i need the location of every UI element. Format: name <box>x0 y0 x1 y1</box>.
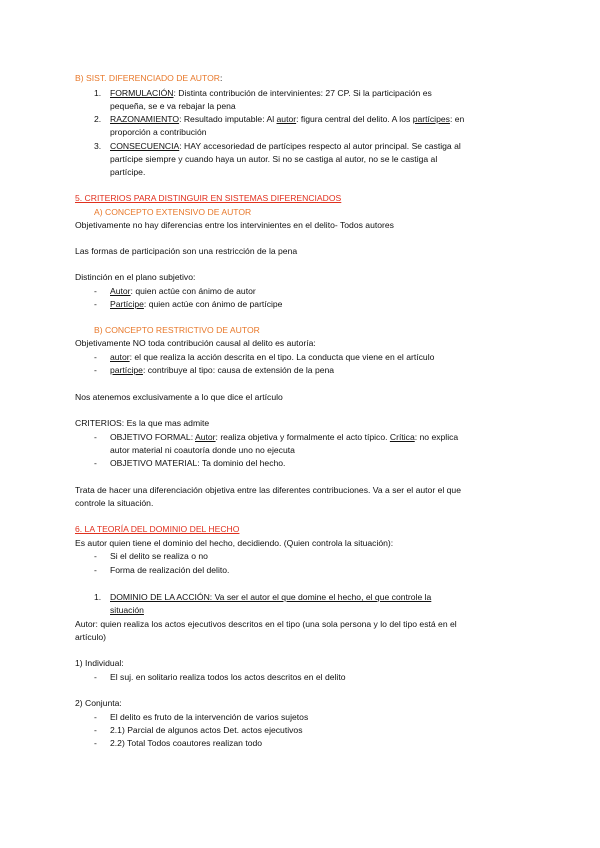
bullet-item: OBJETIVO MATERIAL: Ta dominio del hecho. <box>110 458 286 468</box>
term-label: FORMULACIÓN <box>110 88 174 98</box>
bullet-item <box>110 365 334 376</box>
bullet-dash: - <box>94 672 97 682</box>
bullet-text: : el que realiza la acción descrita en el tipo. La conducta que viene en el artículo <box>129 352 435 362</box>
bullet-dash: - <box>94 365 97 375</box>
list-number: 1. <box>94 88 102 98</box>
list-item-consecuencia <box>110 141 461 152</box>
paragraph: CRITERIOS: Es la que mas admite <box>75 418 210 428</box>
bullet-item: 2.1) Parcial de algunos actos Det. actos ejecutivos <box>110 725 303 735</box>
underlined-term: Crítica <box>389 432 415 442</box>
numbered-heading: DOMINIO DE LA ACCIÓN: Va ser el autor el que domine el hecho, el que controle la <box>110 592 432 602</box>
bullet-item: El delito es fruto de la intervención de varios sujetos <box>110 712 309 722</box>
bullet-dash: - <box>94 738 97 748</box>
paragraph: Trata de hacer una diferenciación objetiva entre las diferentes contribuciones. Va a ser el autor el que <box>75 485 461 495</box>
bullet-dash: - <box>94 565 97 575</box>
bullet-text: : quien actúe con ánimo de partícipe <box>143 299 283 309</box>
paragraph: Objetivamente NO toda contribución causal al delito es autoría: <box>75 338 316 348</box>
subsection-a-title: A) CONCEPTO EXTENSIVO DE AUTOR <box>94 207 252 217</box>
term-label: CONSECUENCIA <box>110 141 180 151</box>
list-item-formulacion <box>110 88 432 99</box>
paragraph: Las formas de participación son una restricción de la pena <box>75 246 298 256</box>
bullet-item: 2.2) Total Todos coautores realizan todo <box>110 738 263 748</box>
bullet-text: : no explica <box>414 432 459 442</box>
paragraph: artículo) <box>75 632 107 642</box>
bullet-dash: - <box>94 286 97 296</box>
underlined-term: partícipe <box>110 365 143 375</box>
list-item-text: pequeña, se e va rebajar la pena <box>110 101 236 111</box>
term-label: RAZONAMIENTO <box>110 114 180 124</box>
paragraph: 1) Individual: <box>75 658 124 668</box>
section-b-heading <box>75 73 222 84</box>
bullet-dash: - <box>94 299 97 309</box>
section-5-title: 5. CRITERIOS PARA DISTINGUIR EN SISTEMAS DIFERENCIADOS <box>75 193 342 203</box>
section-6-title: 6. LA TEORÍA DEL DOMINIO DEL HECHO <box>75 524 240 534</box>
paragraph: Nos atenemos exclusivamente a lo que dice el artículo <box>75 392 283 402</box>
list-number: 2. <box>94 114 102 124</box>
bullet-item: Si el delito se realiza o no <box>110 551 208 561</box>
bullet-dash: - <box>94 725 97 735</box>
underlined-term: autor <box>276 114 297 124</box>
underlined-term: Autor <box>110 286 131 296</box>
list-item-razonamiento <box>110 114 464 125</box>
bullet-text: autor material ni coautoría donde uno no ejecuta <box>110 445 295 455</box>
section-b-title: B) SIST. DIFERENCIADO DE AUTOR <box>75 73 221 83</box>
underlined-term: Autor <box>195 432 216 442</box>
list-item-text: partícipe. <box>110 167 146 177</box>
list-item-text: : HAY accesoriedad de partícipes respecto al autor principal. Se castiga al <box>179 141 461 151</box>
bullet-item: Forma de realización del delito. <box>110 565 230 575</box>
bullet-item <box>110 286 256 297</box>
list-item-text: partícipe siempre y cuando haya un autor. Si no se castiga al autor, no se le castiga al <box>110 154 438 164</box>
bullet-dash: - <box>94 432 97 442</box>
bullet-text: OBJETIVO FORMAL: <box>110 432 195 442</box>
bullet-item <box>110 352 434 363</box>
underlined-term: partícipes <box>412 114 450 124</box>
paragraph: 2) Conjunta: <box>75 698 122 708</box>
list-item-text: : en <box>449 114 465 124</box>
list-number: 3. <box>94 141 102 151</box>
bullet-dash: - <box>94 551 97 561</box>
bullet-text: : contribuye al tipo: causa de extensión de la pena <box>142 365 335 375</box>
list-number: 1. <box>94 592 102 602</box>
list-item-text: : figura central del delito. A los <box>296 114 413 124</box>
bullet-dash: - <box>94 352 97 362</box>
numbered-heading: situación <box>110 605 144 615</box>
bullet-text: : realiza objetiva y formalmente el acto típico. <box>215 432 390 442</box>
section-b-colon: : <box>220 73 223 83</box>
paragraph: Distinción en el plano subjetivo: <box>75 272 196 282</box>
list-item-text: proporción a contribución <box>110 127 207 137</box>
paragraph: Autor: quien realiza los actos ejecutivos descritos en el tipo (una sola persona y lo del tipo está en el <box>75 619 457 629</box>
paragraph: Objetivamente no hay diferencias entre los intervinientes en el delito- Todos autores <box>75 220 394 230</box>
list-item-text: : Resultado imputable: Al <box>179 114 277 124</box>
bullet-item: El suj. en solitario realiza todos los actos descritos en el delito <box>110 672 346 682</box>
paragraph: Es autor quien tiene el dominio del hecho, decidiendo. (Quien controla la situación): <box>75 538 394 548</box>
list-item-text: : Distinta contribución de intervinientes: 27 CP. Si la participación es <box>173 88 432 98</box>
bullet-text: : quien actúe con ánimo de autor <box>130 286 256 296</box>
paragraph: controle la situación. <box>75 498 154 508</box>
bullet-item <box>110 299 282 310</box>
bullet-item <box>110 432 458 443</box>
underlined-term: Partícipe <box>110 299 144 309</box>
bullet-dash: - <box>94 458 97 468</box>
subsection-b-title: B) CONCEPTO RESTRICTIVO DE AUTOR <box>94 325 260 335</box>
bullet-dash: - <box>94 712 97 722</box>
underlined-term: autor <box>110 352 130 362</box>
